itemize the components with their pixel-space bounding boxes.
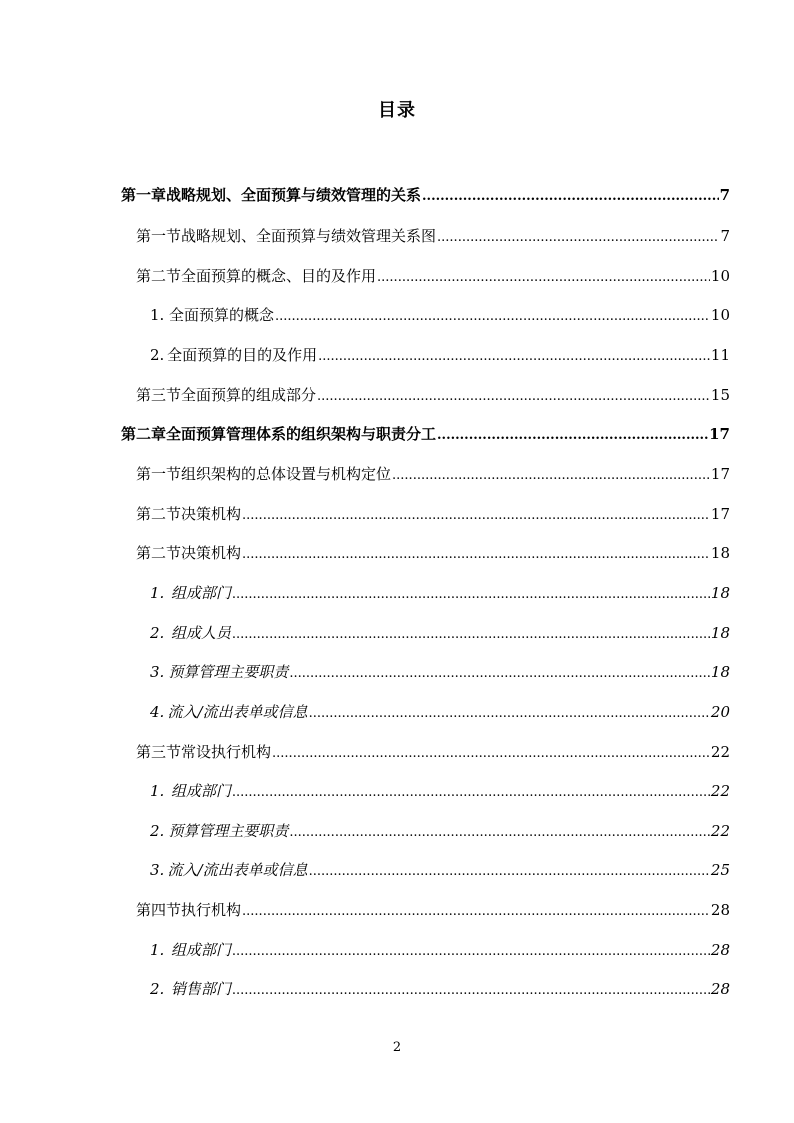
toc-entry-label: 预算管理主要职责 bbox=[168, 663, 289, 681]
toc-entry-page: 10 bbox=[710, 267, 730, 285]
toc-leader-dots bbox=[242, 505, 710, 527]
page-number: 2 bbox=[392, 1040, 402, 1055]
toc-item-entry[interactable] bbox=[150, 939, 730, 961]
toc-entry-label: 流入/流出表单或信息 bbox=[167, 861, 308, 879]
toc-entry-page: 7 bbox=[719, 186, 730, 204]
toc-leader-dots bbox=[232, 624, 710, 646]
toc-leader-dots bbox=[377, 267, 710, 289]
toc-item-entry[interactable] bbox=[150, 582, 730, 604]
toc-entry-page: 10 bbox=[710, 306, 730, 324]
toc-item-entry[interactable] bbox=[150, 701, 730, 723]
toc-entry-label: 全面预算的目的及作用 bbox=[167, 346, 318, 364]
toc-leader-dots bbox=[232, 941, 710, 963]
toc-leader-dots bbox=[242, 544, 710, 566]
toc-item-entry[interactable] bbox=[150, 820, 730, 842]
toc-entry-number: 4. bbox=[150, 703, 165, 721]
toc-item-entry[interactable] bbox=[150, 978, 730, 1000]
toc-chapter-entry[interactable] bbox=[121, 184, 730, 206]
toc-entry-number: 第一章 bbox=[121, 186, 167, 204]
toc-entry-label: 销售部门 bbox=[170, 980, 231, 998]
toc-leader-dots bbox=[272, 743, 710, 765]
toc-entry-page: 25 bbox=[710, 861, 730, 879]
toc-item-entry[interactable] bbox=[150, 859, 730, 881]
toc-entry-number: 1. bbox=[150, 584, 165, 602]
toc-entry-page: 18 bbox=[710, 663, 730, 681]
toc-title: 目录 bbox=[378, 100, 416, 121]
toc-leader-dots bbox=[242, 901, 710, 923]
toc-entry-label: 执行机构 bbox=[181, 901, 242, 919]
toc-entry-number: 3. bbox=[150, 663, 165, 681]
toc-entry-label: 全面预算的组成部分 bbox=[181, 386, 317, 404]
toc-entry-page: 28 bbox=[710, 941, 730, 959]
toc-entry-page: 17 bbox=[710, 505, 730, 523]
toc-entry-number: 第三节 bbox=[136, 743, 182, 761]
toc-entry-label: 决策机构 bbox=[181, 544, 242, 562]
toc-leader-dots bbox=[232, 782, 710, 804]
toc-item-entry[interactable] bbox=[150, 344, 730, 366]
toc-entry-label: 流入/流出表单或信息 bbox=[167, 703, 308, 721]
toc-entry-page: 17 bbox=[709, 425, 730, 443]
toc-entry-page: 17 bbox=[710, 465, 730, 483]
toc-entry-number: 第二节 bbox=[136, 544, 182, 562]
toc-entry-number: 2. bbox=[150, 980, 165, 998]
toc-entry-label: 全面预算的概念、目的及作用 bbox=[181, 267, 377, 285]
toc-item-entry[interactable] bbox=[150, 304, 730, 326]
toc-leader-dots bbox=[318, 346, 710, 368]
toc-entry-page: 18 bbox=[710, 624, 730, 642]
toc-entry-label: 组成部门 bbox=[170, 584, 231, 602]
toc-section-entry[interactable] bbox=[136, 542, 730, 564]
toc-entry-number: 第四节 bbox=[136, 901, 182, 919]
toc-leader-dots bbox=[309, 861, 710, 883]
toc-entry-page: 22 bbox=[710, 822, 730, 840]
toc-entry-number: 第二章 bbox=[121, 425, 167, 443]
toc-entry-label: 常设执行机构 bbox=[181, 743, 272, 761]
toc-leader-dots bbox=[232, 980, 710, 1002]
toc-entry-label: 全面预算管理体系的组织架构与职责分工 bbox=[166, 425, 437, 443]
toc-entry-number: 第一节 bbox=[136, 227, 182, 245]
toc-entry-page: 15 bbox=[710, 386, 730, 404]
toc-entry-label: 全面预算的概念 bbox=[168, 306, 274, 324]
toc-entry-number: 1. bbox=[150, 941, 165, 959]
toc-entry-label: 组成人员 bbox=[170, 624, 231, 642]
toc-section-entry[interactable] bbox=[136, 503, 730, 525]
toc-entry-page: 22 bbox=[710, 743, 730, 761]
toc-entry-label: 组成部门 bbox=[170, 941, 231, 959]
toc-entry-label: 战略规划、全面预算与绩效管理的关系 bbox=[166, 186, 422, 204]
toc-section-entry[interactable] bbox=[136, 265, 730, 287]
toc-item-entry[interactable] bbox=[150, 622, 730, 644]
toc-entry-label: 组成部门 bbox=[170, 782, 231, 800]
toc-leader-dots bbox=[317, 386, 710, 408]
toc-leader-dots bbox=[289, 822, 710, 844]
toc-entry-page: 11 bbox=[710, 346, 730, 364]
toc-item-entry[interactable] bbox=[150, 780, 730, 802]
toc-entry-label: 战略规划、全面预算与绩效管理关系图 bbox=[181, 227, 437, 245]
toc-entry-number: 2. bbox=[150, 624, 165, 642]
toc-entry-number: 第二节 bbox=[136, 267, 182, 285]
toc-entry-page: 22 bbox=[710, 782, 730, 800]
toc-entry-number: 2. bbox=[150, 822, 165, 840]
toc-entry-number: 1. bbox=[150, 306, 165, 324]
toc-leader-dots bbox=[437, 227, 719, 249]
toc-entry-number: 1. bbox=[150, 782, 165, 800]
toc-item-entry[interactable] bbox=[150, 661, 730, 683]
toc-entry-page: 28 bbox=[710, 901, 730, 919]
toc-entry-page: 18 bbox=[710, 544, 730, 562]
toc-leader-dots bbox=[437, 425, 708, 447]
toc-entry-number: 2. bbox=[150, 346, 165, 364]
toc-entry-page: 28 bbox=[710, 980, 730, 998]
toc-entry-label: 决策机构 bbox=[181, 505, 242, 523]
toc-section-entry[interactable] bbox=[136, 225, 730, 247]
toc-leader-dots bbox=[422, 186, 719, 208]
toc-leader-dots bbox=[275, 306, 710, 328]
toc-entry-number: 第三节 bbox=[136, 386, 182, 404]
toc-entry-number: 第一节 bbox=[136, 465, 182, 483]
toc-section-entry[interactable] bbox=[136, 899, 730, 921]
toc-leader-dots bbox=[309, 703, 710, 725]
toc-entry-page: 7 bbox=[720, 227, 730, 245]
toc-leader-dots bbox=[392, 465, 710, 487]
toc-leader-dots bbox=[289, 663, 710, 685]
toc-section-entry[interactable] bbox=[136, 741, 730, 763]
toc-leader-dots bbox=[232, 584, 710, 606]
toc-entry-page: 20 bbox=[710, 703, 730, 721]
toc-entry-label: 预算管理主要职责 bbox=[168, 822, 289, 840]
toc-entry-page: 18 bbox=[710, 584, 730, 602]
toc-entry-number: 第二节 bbox=[136, 505, 182, 523]
toc-section-entry[interactable] bbox=[136, 463, 730, 485]
toc-entry-label: 组织架构的总体设置与机构定位 bbox=[181, 465, 392, 483]
toc-section-entry[interactable] bbox=[136, 384, 730, 406]
toc-entry-number: 3. bbox=[150, 861, 165, 879]
toc-chapter-entry[interactable] bbox=[121, 423, 730, 445]
